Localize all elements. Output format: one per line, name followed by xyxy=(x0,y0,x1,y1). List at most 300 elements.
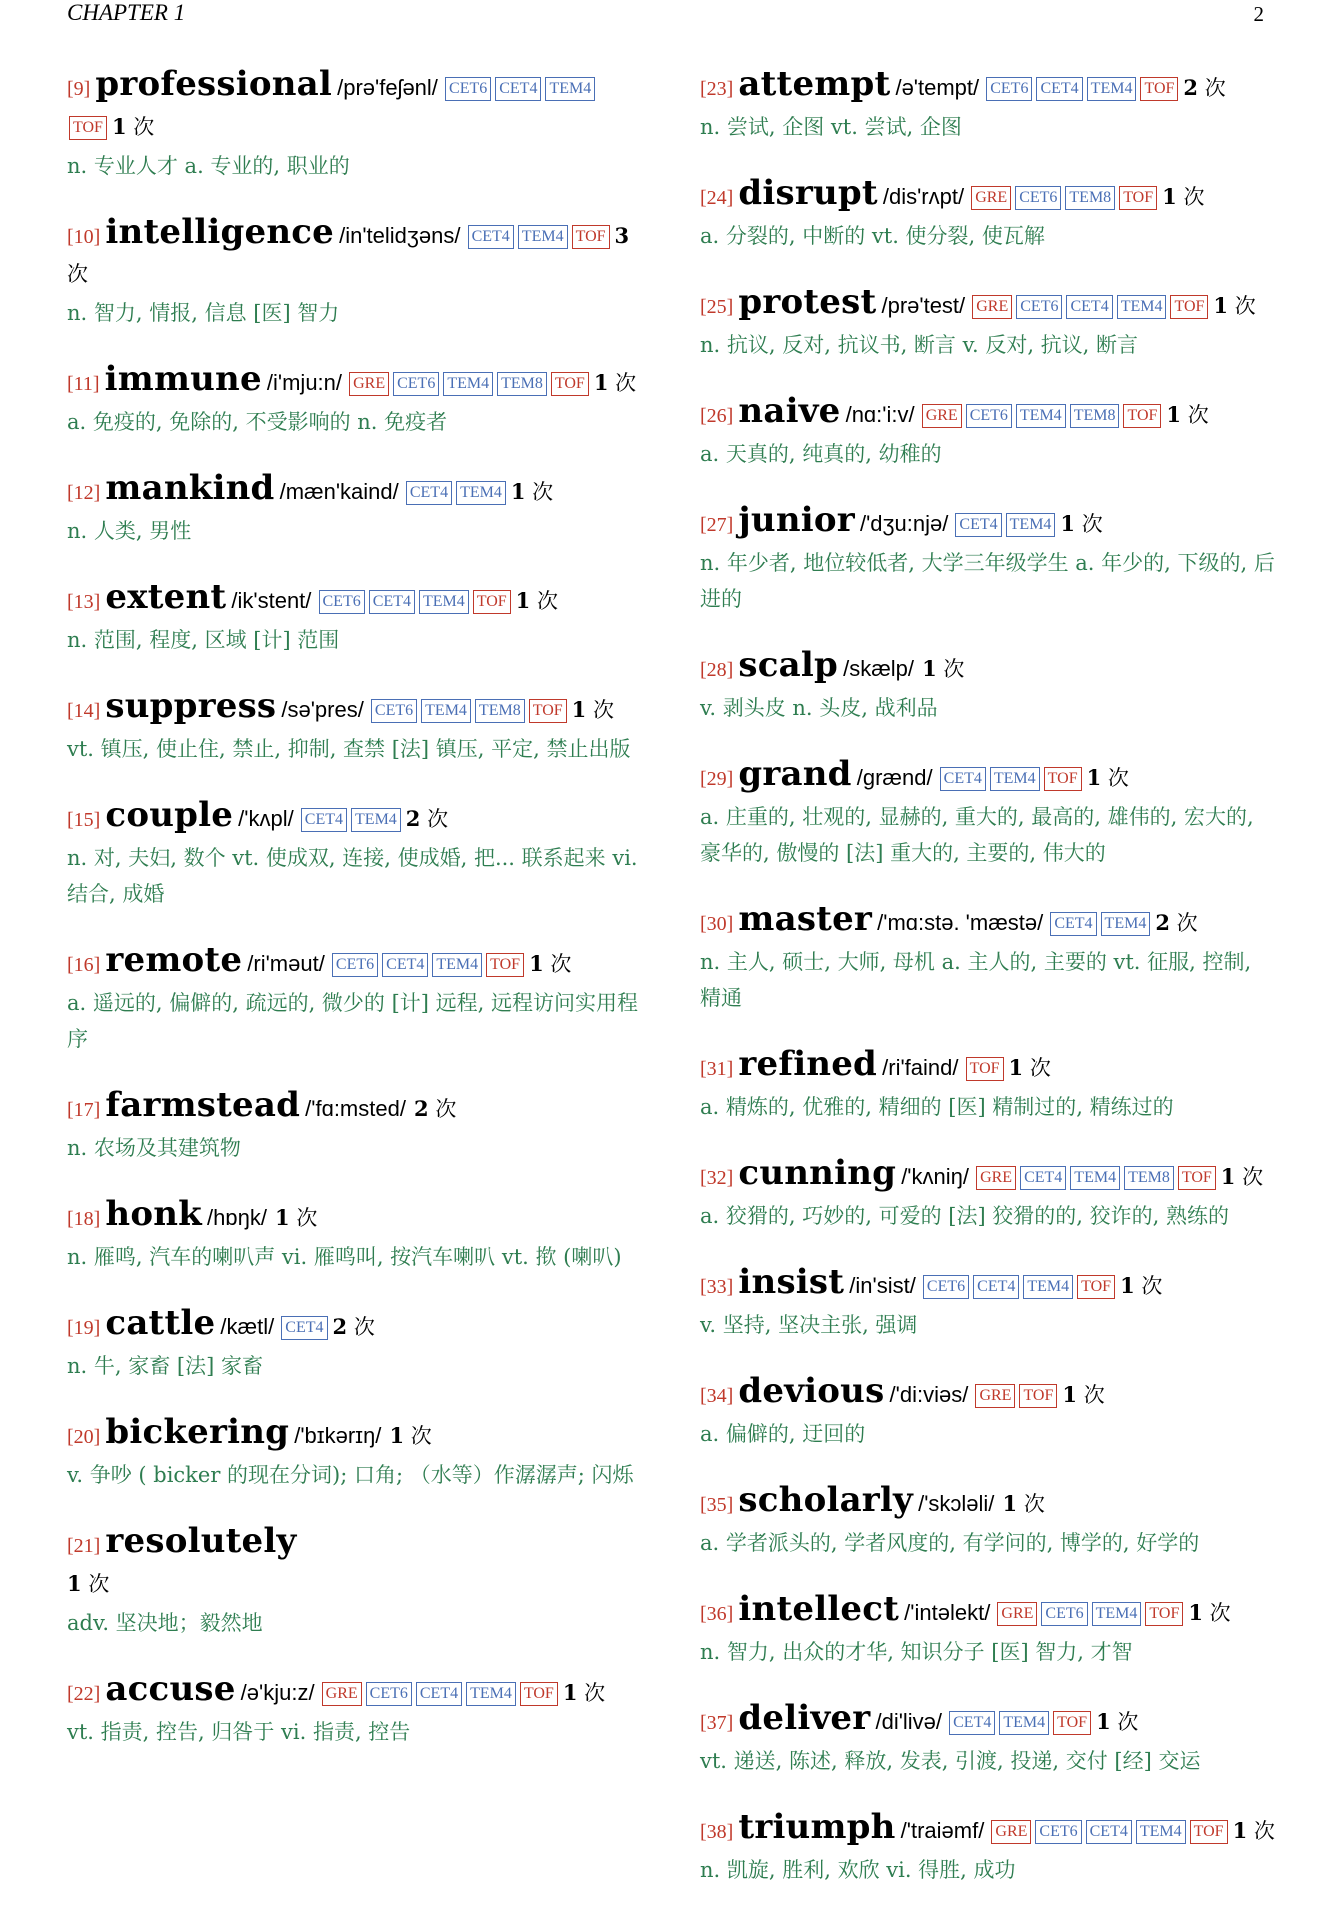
definition: a. 狡猾的, 巧妙的, 可爱的 [法] 狡猾的的, 狡诈的, 熟练的 xyxy=(700,1204,1230,1228)
vocab-entry xyxy=(67,1196,639,1275)
entry-number: [30] xyxy=(700,913,734,935)
exam-tag-tem4: TEM4 xyxy=(1136,1820,1186,1844)
definition: n. 凯旋, 胜利, 欢欣 vi. 得胜, 成功 xyxy=(700,1858,1016,1882)
entry-headline xyxy=(700,393,1278,435)
entry-number: [24] xyxy=(700,187,734,209)
exam-tag-cet4: CET4 xyxy=(406,481,452,505)
vocab-entry xyxy=(700,393,1278,472)
exam-tag-cet4: CET4 xyxy=(281,1316,327,1340)
count-unit: 次 xyxy=(1242,1165,1264,1189)
count-value: 1 xyxy=(515,588,531,613)
count-unit: 次 xyxy=(67,262,88,286)
count-line xyxy=(67,1565,639,1604)
occurrence-count xyxy=(1155,911,1197,935)
headword: grand xyxy=(738,754,852,794)
occurrence-count xyxy=(922,657,964,681)
entry-headline xyxy=(700,284,1278,326)
count-unit: 次 xyxy=(133,115,155,139)
exam-tag-cet4: CET4 xyxy=(1020,1166,1066,1190)
count-unit: 次 xyxy=(943,657,965,681)
occurrence-count xyxy=(1062,1383,1104,1407)
definition: n. 主人, 硕士, 大师, 母机 a. 主人的, 主要的 vt. 征服, 控制, 精通 xyxy=(700,950,1252,1010)
exam-tag-tem8: TEM8 xyxy=(497,372,547,396)
count-value: 2 xyxy=(405,806,421,831)
definition: a. 免疫的, 免除的, 不受影响的 n. 免疫者 xyxy=(67,410,448,434)
exam-tag-tem4: TEM4 xyxy=(421,699,471,723)
count-unit: 次 xyxy=(1141,1274,1163,1298)
exam-tag-gre: GRE xyxy=(922,404,962,428)
exam-tag-tem4: TEM4 xyxy=(1023,1275,1073,1299)
count-value: 1 xyxy=(111,114,127,139)
exam-tag-cet6: CET6 xyxy=(966,404,1012,428)
pronunciation: /dis'rʌpt/ xyxy=(882,184,965,209)
exam-tag-tof: TOF xyxy=(1190,1820,1228,1844)
count-value: 1 xyxy=(275,1205,290,1230)
vocab-entry xyxy=(700,1700,1278,1779)
entry-headline xyxy=(67,1305,639,1347)
headword: couple xyxy=(105,795,234,835)
vocab-entry xyxy=(700,1046,1278,1125)
pronunciation: /i'mju:n/ xyxy=(266,370,343,395)
entry-number: [9] xyxy=(67,78,91,100)
exam-tag-cet6: CET6 xyxy=(1041,1602,1087,1626)
headword: cunning xyxy=(738,1153,897,1193)
count-value: 1 xyxy=(389,1423,405,1448)
exam-tag-gre: GRE xyxy=(972,295,1012,319)
exam-tag-tof: TOF xyxy=(1145,1602,1183,1626)
definition: a. 天真的, 纯真的, 幼稚的 xyxy=(700,442,942,466)
count-value: 3 xyxy=(614,223,630,248)
pronunciation: /in'sist/ xyxy=(849,1273,916,1298)
exam-tag-tof: TOF xyxy=(1170,295,1208,319)
count-unit: 次 xyxy=(532,480,554,504)
pronunciation: /mæn'kaind/ xyxy=(279,479,399,504)
pronunciation: /ri'faind/ xyxy=(882,1055,959,1080)
entry-headline xyxy=(700,1155,1278,1197)
exam-tag-gre: GRE xyxy=(975,1384,1015,1408)
pronunciation: /hɒŋk/ xyxy=(207,1205,267,1230)
definition: vt. 指责, 控告, 归咎于 vi. 指责, 控告 xyxy=(67,1720,411,1744)
exam-tag-cet6: CET6 xyxy=(393,372,439,396)
count-value: 1 xyxy=(1120,1273,1135,1298)
headword: scalp xyxy=(738,645,838,685)
vocab-entry xyxy=(67,797,639,912)
exam-tag-cet4: CET4 xyxy=(416,1682,462,1706)
count-unit: 次 xyxy=(1117,1710,1139,1734)
headword: immune xyxy=(104,359,262,399)
exam-tag-tof: TOF xyxy=(1119,186,1157,210)
exam-tag-tof: TOF xyxy=(529,699,567,723)
exam-tag-cet4: CET4 xyxy=(949,1711,995,1735)
occurrence-count xyxy=(275,1206,317,1230)
count-unit: 次 xyxy=(1107,766,1129,790)
definition: n. 尝试, 企图 vt. 尝试, 企图 xyxy=(700,115,962,139)
headword: remote xyxy=(105,940,243,980)
headword: master xyxy=(738,899,873,939)
count-value: 1 xyxy=(571,697,587,722)
entry-headline xyxy=(67,66,639,147)
exam-tag-tem8: TEM8 xyxy=(1065,186,1115,210)
occurrence-count xyxy=(1166,403,1208,427)
exam-tag-tof: TOF xyxy=(1077,1275,1115,1299)
count-value: 1 xyxy=(1086,765,1102,790)
page-header xyxy=(67,0,1264,30)
entry-number: [14] xyxy=(67,700,101,722)
exam-tag-cet6: CET6 xyxy=(1035,1820,1081,1844)
vocab-entry xyxy=(700,1809,1278,1888)
occurrence-count xyxy=(572,698,614,722)
occurrence-count xyxy=(67,1572,109,1596)
entry-headline xyxy=(67,214,639,294)
headword: resolutely xyxy=(105,1521,297,1561)
exam-tag-cet4: CET4 xyxy=(495,77,541,101)
exam-tag-gre: GRE xyxy=(991,1820,1031,1844)
entry-number: [36] xyxy=(700,1603,734,1625)
exam-tag-cet4: CET4 xyxy=(1050,912,1096,936)
definition: vt. 递送, 陈述, 释放, 发表, 引渡, 投递, 交付 [经] 交运 xyxy=(700,1749,1201,1773)
occurrence-count xyxy=(1183,76,1225,100)
headword: bickering xyxy=(105,1412,290,1452)
definition: a. 庄重的, 壮观的, 显赫的, 重大的, 最高的, 雄伟的, 宏大的, 豪华的, 傲慢的 [法] 重大的, 主要的, 伟大的 xyxy=(700,805,1254,865)
count-unit: 次 xyxy=(615,371,637,395)
entry-number: [35] xyxy=(700,1494,734,1516)
count-unit: 次 xyxy=(1187,403,1209,427)
entry-number: [37] xyxy=(700,1712,734,1734)
pronunciation: /ə'kju:z/ xyxy=(240,1680,315,1705)
occurrence-count xyxy=(406,807,448,831)
occurrence-count xyxy=(389,1424,431,1448)
pronunciation: /ə'tempt/ xyxy=(895,75,980,100)
vocab-entry xyxy=(67,1087,639,1166)
exam-tag-tem4: TEM4 xyxy=(990,767,1040,791)
vocab-entry xyxy=(700,901,1278,1016)
exam-tag-cet4: CET4 xyxy=(382,953,428,977)
entry-headline xyxy=(700,175,1278,217)
exam-tag-tem4: TEM4 xyxy=(545,77,595,101)
pronunciation: /'skɔləli/ xyxy=(918,1491,995,1516)
entry-headline xyxy=(67,688,639,730)
count-value: 1 xyxy=(1096,1709,1111,1734)
entry-number: [27] xyxy=(700,514,734,536)
exam-tag-tof: TOF xyxy=(572,225,610,249)
exam-tag-tof: TOF xyxy=(520,1682,558,1706)
exam-tag-cet4: CET4 xyxy=(955,513,1001,537)
pronunciation: /'kʌpl/ xyxy=(238,806,294,831)
headword: cattle xyxy=(105,1303,216,1343)
entry-number: [26] xyxy=(700,405,734,427)
entry-headline xyxy=(67,942,639,984)
exam-tag-cet6: CET6 xyxy=(986,77,1032,101)
exam-tag-tem4: TEM4 xyxy=(443,372,493,396)
headword: suppress xyxy=(105,686,277,726)
pronunciation: /skælp/ xyxy=(843,656,915,681)
occurrence-count xyxy=(1221,1165,1263,1189)
headword: disrupt xyxy=(738,173,878,213)
occurrence-count xyxy=(1188,1601,1230,1625)
count-unit: 次 xyxy=(1253,1819,1275,1843)
occurrence-count xyxy=(529,952,571,976)
definition: v. 争吵 ( bicker 的现在分词); 口角; （水等）作潺潺声; 闪烁 xyxy=(67,1463,634,1487)
pronunciation: /'dʒu:njə/ xyxy=(859,511,949,536)
pronunciation: /'bɪkərɪŋ/ xyxy=(294,1423,382,1448)
occurrence-count xyxy=(563,1681,605,1705)
occurrence-count xyxy=(1096,1710,1138,1734)
exam-tag-gre: GRE xyxy=(349,372,389,396)
count-value: 1 xyxy=(922,656,937,681)
occurrence-count xyxy=(1213,294,1255,318)
definition: a. 偏僻的, 迂回的 xyxy=(700,1422,866,1446)
exam-tag-tem4: TEM4 xyxy=(1101,912,1151,936)
pronunciation: /'intəlekt/ xyxy=(904,1600,991,1625)
count-value: 1 xyxy=(1232,1818,1248,1843)
count-value: 1 xyxy=(67,1571,82,1596)
count-value: 1 xyxy=(593,370,609,395)
count-unit: 次 xyxy=(353,1315,375,1339)
vocab-entry xyxy=(67,66,639,184)
exam-tag-tem4: TEM4 xyxy=(1092,1602,1142,1626)
page-number: 2 xyxy=(1253,2,1264,26)
count-unit: 次 xyxy=(427,807,449,831)
count-unit: 次 xyxy=(1183,185,1205,209)
definition: n. 范围, 程度, 区域 [计] 范围 xyxy=(67,628,340,652)
headword: scholarly xyxy=(738,1480,913,1520)
count-unit: 次 xyxy=(536,589,558,613)
vocab-entry xyxy=(700,1264,1278,1343)
headword: insist xyxy=(738,1262,845,1302)
count-value: 1 xyxy=(1213,293,1229,318)
definition: vt. 镇压, 使止住, 禁止, 抑制, 查禁 [法] 镇压, 平定, 禁止出版 xyxy=(67,737,631,761)
occurrence-count xyxy=(594,371,636,395)
count-unit: 次 xyxy=(1209,1601,1231,1625)
count-unit: 次 xyxy=(88,1572,110,1596)
entry-number: [10] xyxy=(67,226,101,248)
exam-tag-cet6: CET6 xyxy=(332,953,378,977)
exam-tag-tof: TOF xyxy=(1044,767,1082,791)
exam-tag-tem4: TEM4 xyxy=(1117,295,1167,319)
count-unit: 次 xyxy=(1083,1383,1105,1407)
entry-headline xyxy=(67,470,639,512)
entry-headline xyxy=(67,1414,639,1456)
exam-tag-cet6: CET6 xyxy=(1016,295,1062,319)
vocab-entry xyxy=(700,175,1278,254)
pronunciation: /'mɑ:stə. 'mæstə/ xyxy=(877,910,1044,935)
vocab-entry xyxy=(67,214,639,331)
occurrence-count xyxy=(1060,512,1102,536)
vocab-entry xyxy=(67,1414,639,1493)
definition: n. 雁鸣, 汽车的喇叭声 vi. 雁鸣叫, 按汽车喇叭 vt. 揿 (喇叭) xyxy=(67,1245,622,1269)
chapter-title: CHAPTER 1 xyxy=(67,0,186,25)
vocab-entry xyxy=(700,1373,1278,1452)
entry-headline xyxy=(67,1671,639,1713)
entry-headline xyxy=(700,901,1278,943)
entry-headline xyxy=(700,1700,1278,1742)
pronunciation: /'di:viəs/ xyxy=(889,1382,969,1407)
headword: attempt xyxy=(738,64,891,104)
exam-tag-cet6: CET6 xyxy=(1015,186,1061,210)
headword: devious xyxy=(738,1371,885,1411)
count-unit: 次 xyxy=(1204,76,1226,100)
vocab-entry xyxy=(67,1671,639,1750)
definition: n. 人类, 男性 xyxy=(67,519,192,543)
vocab-entry xyxy=(700,756,1278,871)
entry-number: [31] xyxy=(700,1058,734,1080)
pronunciation: /di'livə/ xyxy=(875,1709,943,1734)
occurrence-count xyxy=(414,1097,456,1121)
count-value: 2 xyxy=(414,1096,429,1121)
entry-headline xyxy=(700,1482,1278,1524)
entry-number: [38] xyxy=(700,1821,734,1843)
exam-tag-cet4: CET4 xyxy=(1036,77,1082,101)
vocab-entry xyxy=(67,688,639,767)
entry-number: [17] xyxy=(67,1099,101,1121)
exam-tag-cet4: CET4 xyxy=(369,590,415,614)
count-value: 2 xyxy=(1183,75,1199,100)
headword: intellect xyxy=(738,1589,900,1629)
definition: v. 剥头皮 n. 头皮, 战利品 xyxy=(700,696,938,720)
count-unit: 次 xyxy=(584,1681,606,1705)
right-column xyxy=(700,66,1278,1918)
count-value: 1 xyxy=(1162,184,1177,209)
occurrence-count xyxy=(333,1315,375,1339)
headword: junior xyxy=(738,500,855,540)
entry-number: [34] xyxy=(700,1385,734,1407)
count-unit: 次 xyxy=(550,952,572,976)
pronunciation: /'traiəmf/ xyxy=(900,1818,985,1843)
exam-tag-tof: TOF xyxy=(1019,1384,1057,1408)
count-unit: 次 xyxy=(1029,1056,1051,1080)
headword: protest xyxy=(738,282,877,322)
entry-headline xyxy=(700,1591,1278,1633)
exam-tag-tem4: TEM4 xyxy=(466,1682,516,1706)
entry-headline xyxy=(700,1046,1278,1088)
definition: a. 精炼的, 优雅的, 精细的 [医] 精制过的, 精练过的 xyxy=(700,1095,1174,1119)
exam-tag-tem4: TEM4 xyxy=(1016,404,1066,428)
occurrence-count xyxy=(1233,1819,1275,1843)
occurrence-count xyxy=(511,480,553,504)
entry-number: [29] xyxy=(700,768,734,790)
entry-headline xyxy=(67,361,639,403)
entry-headline xyxy=(67,1087,639,1129)
exam-tag-tem4: TEM4 xyxy=(432,953,482,977)
exam-tag-tof: TOF xyxy=(1178,1166,1216,1190)
definition: n. 智力, 出众的才华, 知识分子 [医] 智力, 才智 xyxy=(700,1640,1133,1664)
exam-tag-tem4: TEM4 xyxy=(1087,77,1137,101)
count-value: 1 xyxy=(1188,1600,1203,1625)
headword: intelligence xyxy=(105,212,335,252)
occurrence-count xyxy=(1087,766,1129,790)
entry-headline xyxy=(67,1523,639,1565)
pronunciation: /prə'test/ xyxy=(881,293,966,318)
occurrence-count xyxy=(112,115,154,139)
vocab-entry xyxy=(700,1591,1278,1670)
entry-headline xyxy=(67,797,639,839)
entry-headline xyxy=(700,647,1278,689)
exam-tag-tof: TOF xyxy=(966,1057,1004,1081)
definition: a. 学者派头的, 学者风度的, 有学问的, 博学的, 好学的 xyxy=(700,1531,1200,1555)
headword: deliver xyxy=(738,1698,871,1738)
definition: n. 抗议, 反对, 抗议书, 断言 v. 反对, 抗议, 断言 xyxy=(700,333,1139,357)
entry-number: [25] xyxy=(700,296,734,318)
exam-tag-cet6: CET6 xyxy=(445,77,491,101)
count-value: 1 xyxy=(562,1680,578,1705)
entry-number: [23] xyxy=(700,78,734,100)
count-value: 2 xyxy=(332,1314,348,1339)
exam-tag-tem8: TEM8 xyxy=(1070,404,1120,428)
count-unit: 次 xyxy=(296,1206,318,1230)
exam-tag-tem4: TEM4 xyxy=(518,225,568,249)
vocab-entry xyxy=(67,470,639,549)
headword: farmstead xyxy=(105,1085,301,1125)
count-unit: 次 xyxy=(1023,1492,1045,1516)
count-unit: 次 xyxy=(435,1097,457,1121)
entry-headline xyxy=(700,66,1278,108)
exam-tag-cet4: CET4 xyxy=(1066,295,1112,319)
exam-tag-tem4: TEM4 xyxy=(419,590,469,614)
pronunciation: /kætl/ xyxy=(220,1314,275,1339)
pronunciation: /prə'feʃənl/ xyxy=(337,75,438,100)
entry-headline xyxy=(700,1373,1278,1415)
definition: a. 遥远的, 偏僻的, 疏远的, 微少的 [计] 远程, 远程访问实用程序 xyxy=(67,991,639,1051)
occurrence-count xyxy=(1009,1056,1051,1080)
entry-number: [21] xyxy=(67,1535,101,1557)
exam-tag-tof: TOF xyxy=(1123,404,1161,428)
pronunciation: /ik'stent/ xyxy=(231,588,312,613)
headword: naive xyxy=(738,391,841,431)
count-unit: 次 xyxy=(1234,294,1256,318)
count-unit: 次 xyxy=(1176,911,1198,935)
vocab-entry xyxy=(700,1155,1278,1234)
entry-number: [28] xyxy=(700,659,734,681)
entry-number: [19] xyxy=(67,1317,101,1339)
vocab-entry xyxy=(700,502,1278,617)
pronunciation: /nɑ:'i:v/ xyxy=(845,402,915,427)
entry-number: [13] xyxy=(67,591,101,613)
exam-tag-tof: TOF xyxy=(1053,1711,1091,1735)
pronunciation: /ri'məut/ xyxy=(247,951,325,976)
entry-headline xyxy=(700,1264,1278,1306)
entry-number: [15] xyxy=(67,809,101,831)
entry-number: [33] xyxy=(700,1276,734,1298)
exam-tag-tof: TOF xyxy=(1140,77,1178,101)
vocab-entry xyxy=(700,284,1278,363)
count-unit: 次 xyxy=(1081,512,1103,536)
vocab-entry xyxy=(67,1305,639,1384)
exam-tag-cet6: CET6 xyxy=(366,1682,412,1706)
vocab-entry xyxy=(700,66,1278,145)
pronunciation: /in'telidʒəns/ xyxy=(339,223,461,248)
entry-headline xyxy=(700,1809,1278,1851)
count-value: 1 xyxy=(1062,1382,1077,1407)
pronunciation: /'kʌniŋ/ xyxy=(901,1164,969,1189)
exam-tag-cet6: CET6 xyxy=(319,590,365,614)
count-value: 1 xyxy=(529,951,544,976)
exam-tag-gre: GRE xyxy=(976,1166,1016,1190)
definition: v. 坚持, 坚决主张, 强调 xyxy=(700,1313,918,1337)
exam-tag-tem4: TEM4 xyxy=(351,808,401,832)
definition: n. 农场及其建筑物 xyxy=(67,1136,241,1160)
vocab-entry xyxy=(67,361,639,440)
entry-headline xyxy=(700,756,1278,798)
count-value: 1 xyxy=(510,479,526,504)
vocab-entry xyxy=(67,942,639,1057)
count-value: 1 xyxy=(1008,1055,1024,1080)
count-value: 1 xyxy=(1060,511,1076,536)
definition: n. 对, 夫妇, 数个 vt. 使成双, 连接, 使成婚, 把... 联系起来 vi. 结合, 成婚 xyxy=(67,846,638,906)
exam-tag-tem4: TEM4 xyxy=(999,1711,1049,1735)
definition: n. 智力, 情报, 信息 [医] 智力 xyxy=(67,301,340,325)
vocab-entry xyxy=(67,579,639,658)
vocab-entry xyxy=(67,1523,639,1641)
